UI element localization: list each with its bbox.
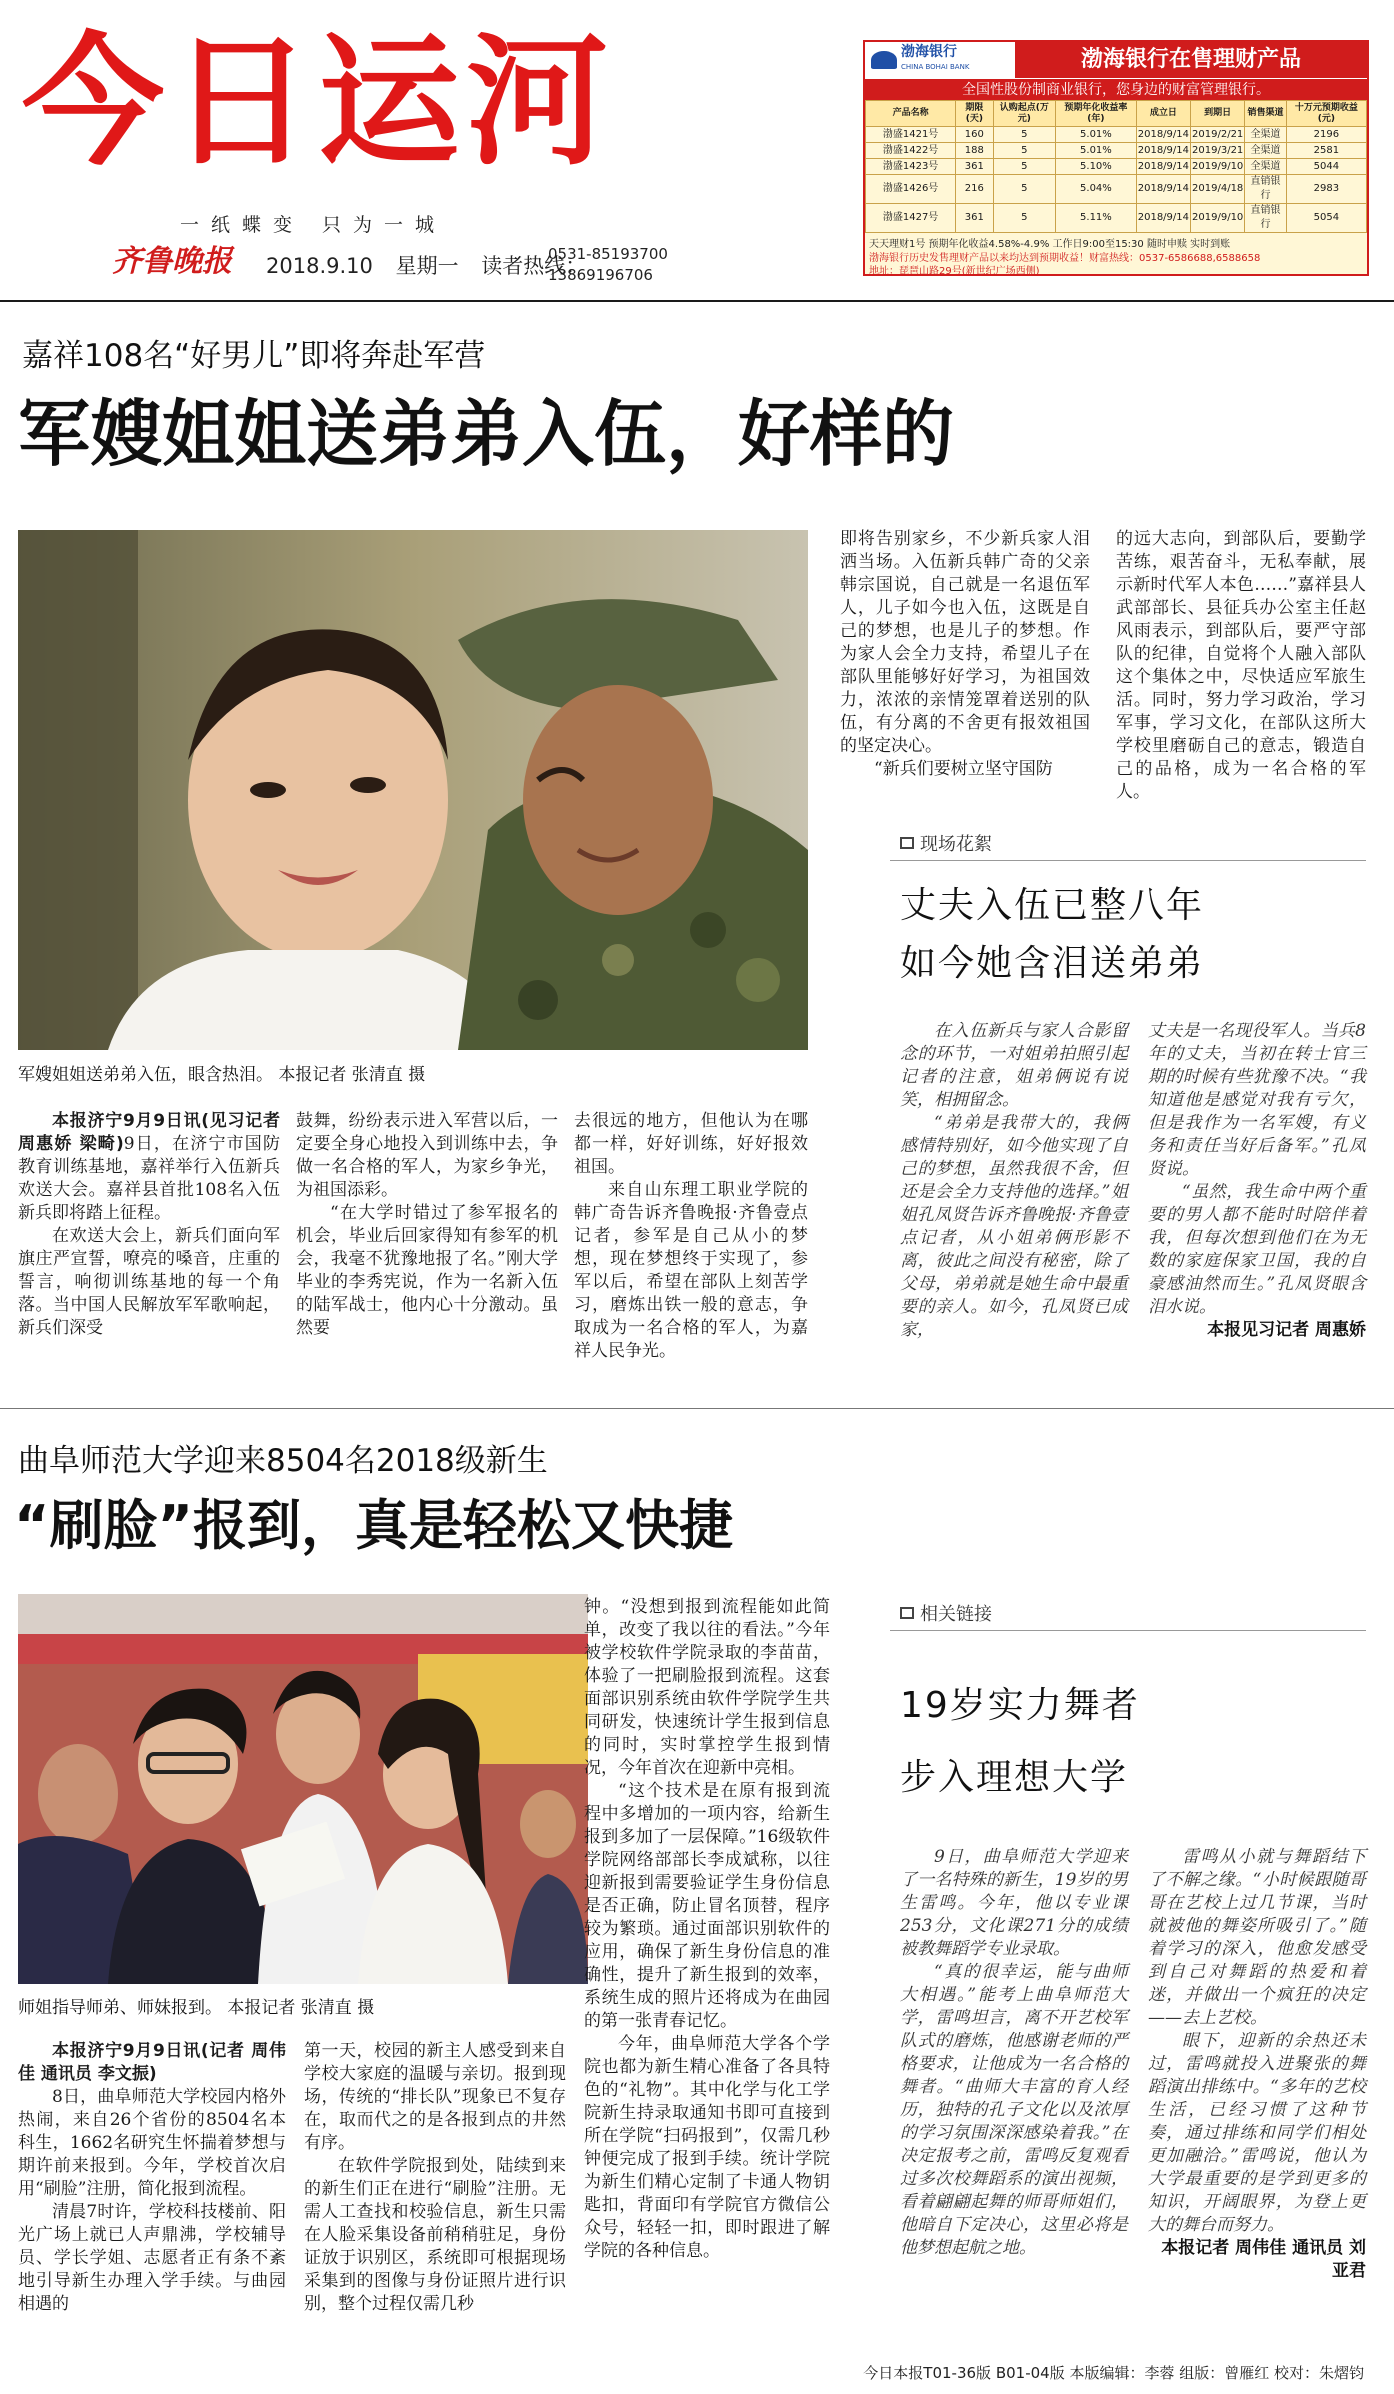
product-cell: 5.04%	[1056, 175, 1137, 204]
hotline-2: 13869196706	[548, 266, 653, 284]
col-header: 到期日	[1191, 101, 1245, 127]
issue-weekday: 星期一	[395, 254, 459, 278]
product-cell: 188	[956, 143, 993, 159]
col-header: 认购起点(万元)	[993, 101, 1056, 127]
sidebar1-column-2	[1148, 1020, 1366, 1342]
product-cell: 渤盛1426号	[866, 175, 956, 204]
bank-ad	[863, 40, 1369, 276]
product-cell: 5	[993, 175, 1056, 204]
product-cell: 5044	[1286, 159, 1366, 175]
product-cell: 5054	[1286, 204, 1366, 233]
masthead-slogan: 一纸蝶变 只为一城	[180, 214, 447, 236]
story2-column-3	[584, 1596, 830, 2263]
story1-col3-para2: 来自山东理工职业学院的韩广奇告诉齐鲁晚报·齐鲁壹点记者，参军是自己从小的梦想，现在梦想终于实现了，参军以后，希望在部队上刻苦学习，磨炼出铁一般的意志，争取成为一名合格的军人，为嘉祥人民争光。	[574, 1180, 808, 1361]
page-footer: 今日本报T01-36版 B01-04版 本版编辑：李蓉 组版：曾雁红 校对：朱熠钧	[863, 2364, 1364, 2382]
freshman-registration-photo	[18, 1594, 588, 1984]
masthead-divider	[0, 300, 1394, 302]
story2-col2-text: 第一天，校园的新主人感受到来自学校大家庭的温暖与亲切。报到现场，传统的“排长队”现象已不复存在，取而代之的是各报到点的井然有序。	[304, 2041, 566, 2153]
product-cell: 全渠道	[1245, 127, 1286, 143]
product-table-body	[866, 127, 1367, 233]
paper-name-logo: 齐鲁晚报	[112, 244, 232, 279]
product-row	[866, 175, 1367, 204]
product-cell: 2018/9/14	[1136, 175, 1190, 204]
product-table	[865, 100, 1367, 233]
product-cell: 渤盛1422号	[866, 143, 956, 159]
story2-kicker: 曲阜师范大学迎来8504名2018级新生	[18, 1443, 548, 1479]
story2-column-1	[18, 2040, 286, 2316]
product-cell: 渤盛1423号	[866, 159, 956, 175]
section-divider	[0, 1408, 1394, 1409]
product-row	[866, 143, 1367, 159]
product-cell: 2019/4/18	[1191, 175, 1245, 204]
section-marker-icon	[900, 1607, 914, 1619]
story1-col1-text: 9日，在济宁市国防教育训练基地，嘉祥举行入伍新兵欢送大会。嘉祥县首批108名入伍新兵即将踏上征程。	[18, 1134, 280, 1223]
sidebar2-byline: 本报记者 周伟佳 通讯员 刘亚君	[1161, 2238, 1366, 2281]
product-cell: 5	[993, 159, 1056, 175]
issue-date: 2018.9.10	[266, 254, 373, 278]
product-row	[866, 127, 1367, 143]
story1-col5-text: 的远大志向，到部队后，要勤学苦练，艰苦奋斗，无私奉献，展示新时代军人本色……”嘉祥县人武部部长、县征兵办公室主任赵风雨表示，到部队后，要严守部队的纪律，自觉将个人融入部队这个集体之中，尽快适应军旅生活。同时，努力学习政治，学习军事，学习文化，在部队这所大学校里磨砺自己的意志，锻造自己的品格，成为一名合格的军人。	[1116, 529, 1366, 802]
sidebar2-col2-text: 雷鸣从小就与舞蹈结下了不解之缘。“小时候跟随哥哥在艺校上过几节课，当时就被他的舞姿所吸引了。”随着学习的深入，他愈发感受到自己对舞蹈的热爱和着迷，并做出一个疯狂的决定——去上艺校。	[1148, 1847, 1366, 2028]
story1-col1-para2: 在欢送大会上，新兵们面向军旗庄严宣誓，嘹亮的嗓音，庄重的誓言，响彻训练基地的每一个角落。当中国人民解放军军歌响起，新兵们深受	[18, 1226, 280, 1338]
ad-hotline: 渤海银行历史发售理财产品以来均达到预期收益！财富热线：0537-6586688,6588658	[869, 253, 1261, 264]
story1-photo-caption: 军嫂姐姐送弟弟入伍，眼含热泪。 本报记者 张清直 摄	[18, 1065, 426, 1085]
sidebar1-column-1	[900, 1020, 1128, 1342]
bank-logo-text: 渤海银行	[901, 44, 957, 60]
product-cell: 全渠道	[1245, 143, 1286, 159]
sidebar1-col1-text: 在入伍新兵与家人合影留念的环节，一对姐弟拍照引起记者的注意，姐弟俩说有说笑，相拥留念。	[900, 1021, 1128, 1110]
product-cell: 全渠道	[1245, 159, 1286, 175]
section-marker-icon	[900, 837, 914, 849]
sidebar2-col1-text: 9日，曲阜师范大学迎来了一名特殊的新生，19岁的男生雷鸣。今年，他以专业课253分，文化课271分的成绩被教舞蹈学专业录取。	[900, 1847, 1128, 1959]
story1-col3-text: 去很远的地方，但他认为在哪都一样，好好训练，好好报效祖国。	[574, 1111, 808, 1177]
product-cell: 160	[956, 127, 993, 143]
story2-col2-para2: 在软件学院报到处，陆续到来的新生们正在进行“刷脸”注册。无需人工查找和校验信息，新生只需在人脸采集设备前稍稍驻足，身份证放于识别区，系统即可根据现场采集到的图像与身份证照片进行识别，整个过程仅需几秒	[304, 2156, 566, 2314]
bank-logo	[865, 42, 1015, 78]
product-cell: 2019/9/10	[1191, 159, 1245, 175]
col-header: 预期年化收益率(年)	[1056, 101, 1137, 127]
product-cell: 5	[993, 127, 1056, 143]
sidebar2-rule	[890, 1630, 1366, 1631]
product-cell: 直销银行	[1245, 175, 1286, 204]
product-table-header	[866, 101, 1367, 127]
col-header: 产品名称	[866, 101, 956, 127]
product-cell: 5.01%	[1056, 143, 1137, 159]
story1-dateline: 本报济宁9月9日讯(见习记者 周惠娇 梁畸)	[18, 1111, 280, 1154]
sidebar2-col1-para2: “真的很幸运，能与曲师大相遇。”能考上曲阜师范大学，雷鸣坦言，离不开艺校军队式的磨炼，他感谢老师的严格要求，让他成为一名合格的舞者。“曲师大丰富的育人经历，独特的孔子文化以及浓厚的学习氛围深深感染着我。”在决定报考之前，雷鸣反复观看过多次校舞蹈系的演出视频，看着翩翩起舞的师哥师姐们，他暗自下定决心，这里必将是他梦想起航之地。	[900, 1962, 1128, 2258]
story1-col2-text: 鼓舞，纷纷表示进入军营以后，一定要全身心地投入到训练中去，争做一名合格的军人，为家乡争光，为祖国添彩。	[296, 1111, 558, 1200]
col-header: 成立日	[1136, 101, 1190, 127]
product-cell: 5.11%	[1056, 204, 1137, 233]
sidebar1-title-1: 丈夫入伍已整八年	[900, 885, 1205, 926]
story2-column-2	[304, 2040, 566, 2316]
product-cell: 2983	[1286, 175, 1366, 204]
story2-photo	[18, 1594, 588, 1984]
story1-photo	[18, 530, 808, 1050]
col-header: 销售渠道	[1245, 101, 1286, 127]
sidebar1-byline: 本报见习记者 周惠娇	[1207, 1320, 1366, 1340]
sidebar1-label: 现场花絮	[900, 830, 992, 856]
product-cell: 2019/9/10	[1191, 204, 1245, 233]
story1-headline: 军嫂姐姐送弟弟入伍，好样的	[18, 392, 955, 476]
product-cell: 5	[993, 143, 1056, 159]
hotline-1: 0531-85193700	[548, 245, 668, 263]
story2-col3-para3: 今年，曲阜师范大学各个学院也都为新生精心准备了各具特色的“礼物”。其中化学与化工学院新生持录取通知书即可直接到所在学院“扫码报到”，仅需几秒钟便完成了报到手续。统计学院为新生们精心定制了卡通人物钥匙扣，背面印有学院官方微信公众号，轻轻一扣，即时跟进了解学院的各种信息。	[584, 2034, 830, 2261]
ad-header	[865, 42, 1367, 78]
col-header: 十万元预期收益(元)	[1286, 101, 1366, 127]
product-cell: 2581	[1286, 143, 1366, 159]
ad-address: 地址：琵琶山路29号(新世纪广场西侧)	[869, 266, 1040, 277]
story1-column-4	[840, 528, 1090, 781]
product-cell: 2018/9/14	[1136, 159, 1190, 175]
product-cell: 361	[956, 204, 993, 233]
product-cell: 5	[993, 204, 1056, 233]
story1-column-5	[1116, 528, 1366, 804]
sidebar1-rule	[890, 860, 1366, 861]
product-cell: 2019/3/21	[1191, 143, 1245, 159]
story2-col3-text: 钟。“没想到报到流程能如此简单，改变了我以往的看法。”今年被学校软件学院录取的李苗苗，体验了一把刷脸报到流程。这套面部识别系统由软件学院学生共同研发，快速统计学生报到信息的同时，实时掌控学生报到情况，今年首次在迎新中亮相。	[584, 1597, 830, 1778]
story2-col1-para2: 清晨7时许，学校科技楼前、阳光广场上就已人声鼎沸，学校辅导员、学长学姐、志愿者正有条不紊地引导新生办理入学手续。与曲园相遇的	[18, 2202, 286, 2314]
masthead-title: 今日运河	[22, 20, 614, 185]
story1-kicker: 嘉祥108名“好男儿”即将奔赴军营	[22, 338, 486, 374]
ad-subtitle: 全国性股份制商业银行，您身边的财富管理银行。	[865, 78, 1367, 100]
story2-headline: “刷脸”报到，真是轻松又快捷	[14, 1494, 733, 1557]
sidebar2-col2-para2: 眼下，迎新的余热还未过，雷鸣就投入进聚张的舞蹈演出排练中。“多年的艺校生活，已经习惯了这种节奏，通过排练和同学们相处更加融洽。”雷鸣说，他认为大学最重要的是学到更多的知识，开阔眼界，为登上更大的舞台而努力。	[1148, 2031, 1366, 2235]
product-row	[866, 204, 1367, 233]
ad-footnote: 天天理财1号 预期年化收益4.58%-4.9% 工作日9:00至15:30 随时申赎 实时到账	[869, 239, 1231, 250]
product-cell: 2018/9/14	[1136, 127, 1190, 143]
story1-column-2	[296, 1110, 558, 1340]
story2-dateline: 本报济宁9月9日讯(记者 周伟佳 通讯员 李文振)	[18, 2041, 286, 2084]
ad-title: 渤海银行在售理财产品	[1015, 42, 1367, 78]
sidebar2-column-1	[900, 1846, 1128, 2260]
hotline-label: 读者热线：	[481, 254, 587, 278]
product-cell: 216	[956, 175, 993, 204]
sidebar2-column-2	[1148, 1846, 1366, 2283]
story2-photo-caption: 师姐指导师弟、师妹报到。 本报记者 张清直 摄	[18, 1998, 375, 2018]
hotline-numbers	[548, 244, 728, 286]
product-cell: 361	[956, 159, 993, 175]
sister-soldier-photo	[18, 530, 808, 1050]
sidebar2-title-2: 步入理想大学	[900, 1757, 1129, 1798]
story1-col2-para2: “在大学时错过了参军报名的机会，毕业后回家得知有参军的机会，我毫不犹豫地报了名。”刚大学毕业的李秀宪说，作为一名新入伍的陆军战士，他内心十分激动。虽然要	[296, 1203, 558, 1338]
story1-column-3	[574, 1110, 808, 1363]
bank-logo-icon	[871, 51, 897, 69]
product-cell: 2019/2/21	[1191, 127, 1245, 143]
product-cell: 5.01%	[1056, 127, 1137, 143]
sidebar2-label: 相关链接	[900, 1600, 992, 1626]
story1-col4-para2: “新兵们要树立坚守国防	[874, 759, 1053, 779]
sidebar1-title-2: 如今她含泪送弟弟	[900, 943, 1205, 984]
product-cell: 渤盛1427号	[866, 204, 956, 233]
story1-col4-text: 即将告别家乡，不少新兵家人泪洒当场。入伍新兵韩广奇的父亲韩宗国说，自己就是一名退伍军人，儿子如今也入伍，这既是自己的梦想，也是儿子的梦想。作为家人会全力支持，希望儿子在部队里能够好好学习，为祖国效力，浓浓的亲情笼罩着送别的队伍，有分离的不舍更有报效祖国的坚定决心。	[840, 529, 1090, 756]
product-cell: 2018/9/14	[1136, 204, 1190, 233]
sidebar1-col1-para2: “弟弟是我带大的，我俩感情特别好，如今他实现了自己的梦想，虽然我很不舍，但还是会全力支持他的选择。”姐姐孔凤贤告诉齐鲁晚报·齐鲁壹点记者，从小姐弟俩形影不离，彼此之间没有秘密，除了父母，弟弟就是她生命中最重要的亲人。如今，孔凤贤已成家，	[900, 1113, 1128, 1340]
product-cell: 2196	[1286, 127, 1366, 143]
col-header: 期限(天)	[956, 101, 993, 127]
sidebar1-col2-para2: “虽然，我生命中两个重要的男人都不能时时陪伴着我，但每次想到他们在为无数的家庭保家卫国，我的自豪感油然而生。”孔凤贤眼含泪水说。	[1148, 1182, 1366, 1317]
product-row	[866, 159, 1367, 175]
product-cell: 渤盛1421号	[866, 127, 956, 143]
product-cell: 2018/9/14	[1136, 143, 1190, 159]
story1-column-1	[18, 1110, 280, 1340]
bank-logo-en: CHINA BOHAI BANK	[901, 63, 970, 71]
sidebar1-col2-text: 丈夫是一名现役军人。当兵8年的丈夫，当初在转士官三期的时候有些犹豫不决。“我知道他是感觉对我有亏欠，但是我作为一名军嫂，有义务和责任当好后备军。”孔凤贤说。	[1148, 1021, 1366, 1179]
product-cell: 直销银行	[1245, 204, 1286, 233]
story2-col1-text: 8日，曲阜师范大学校园内格外热闹，来自26个省份的8504名本科生，1662名研究生怀揣着梦想与期许前来报到。今年，学校首次启用“刷脸”注册，简化报到流程。	[18, 2087, 286, 2199]
sidebar2-title-1: 19岁实力舞者	[900, 1685, 1140, 1726]
story2-col3-para2: “这个技术是在原有报到流程中多增加的一项内容，给新生报到多加了一层保障。”16级软件学院网络部部长李成斌称，以往迎新报到需要验证学生身份信息是否正确，防止冒名顶替，程序较为繁琐。通过面部识别软件的应用，确保了新生身份信息的准确性，提升了新生报到的效率，系统生成的照片还将成为在曲园的第一张青春记忆。	[584, 1781, 830, 2031]
product-cell: 5.10%	[1056, 159, 1137, 175]
